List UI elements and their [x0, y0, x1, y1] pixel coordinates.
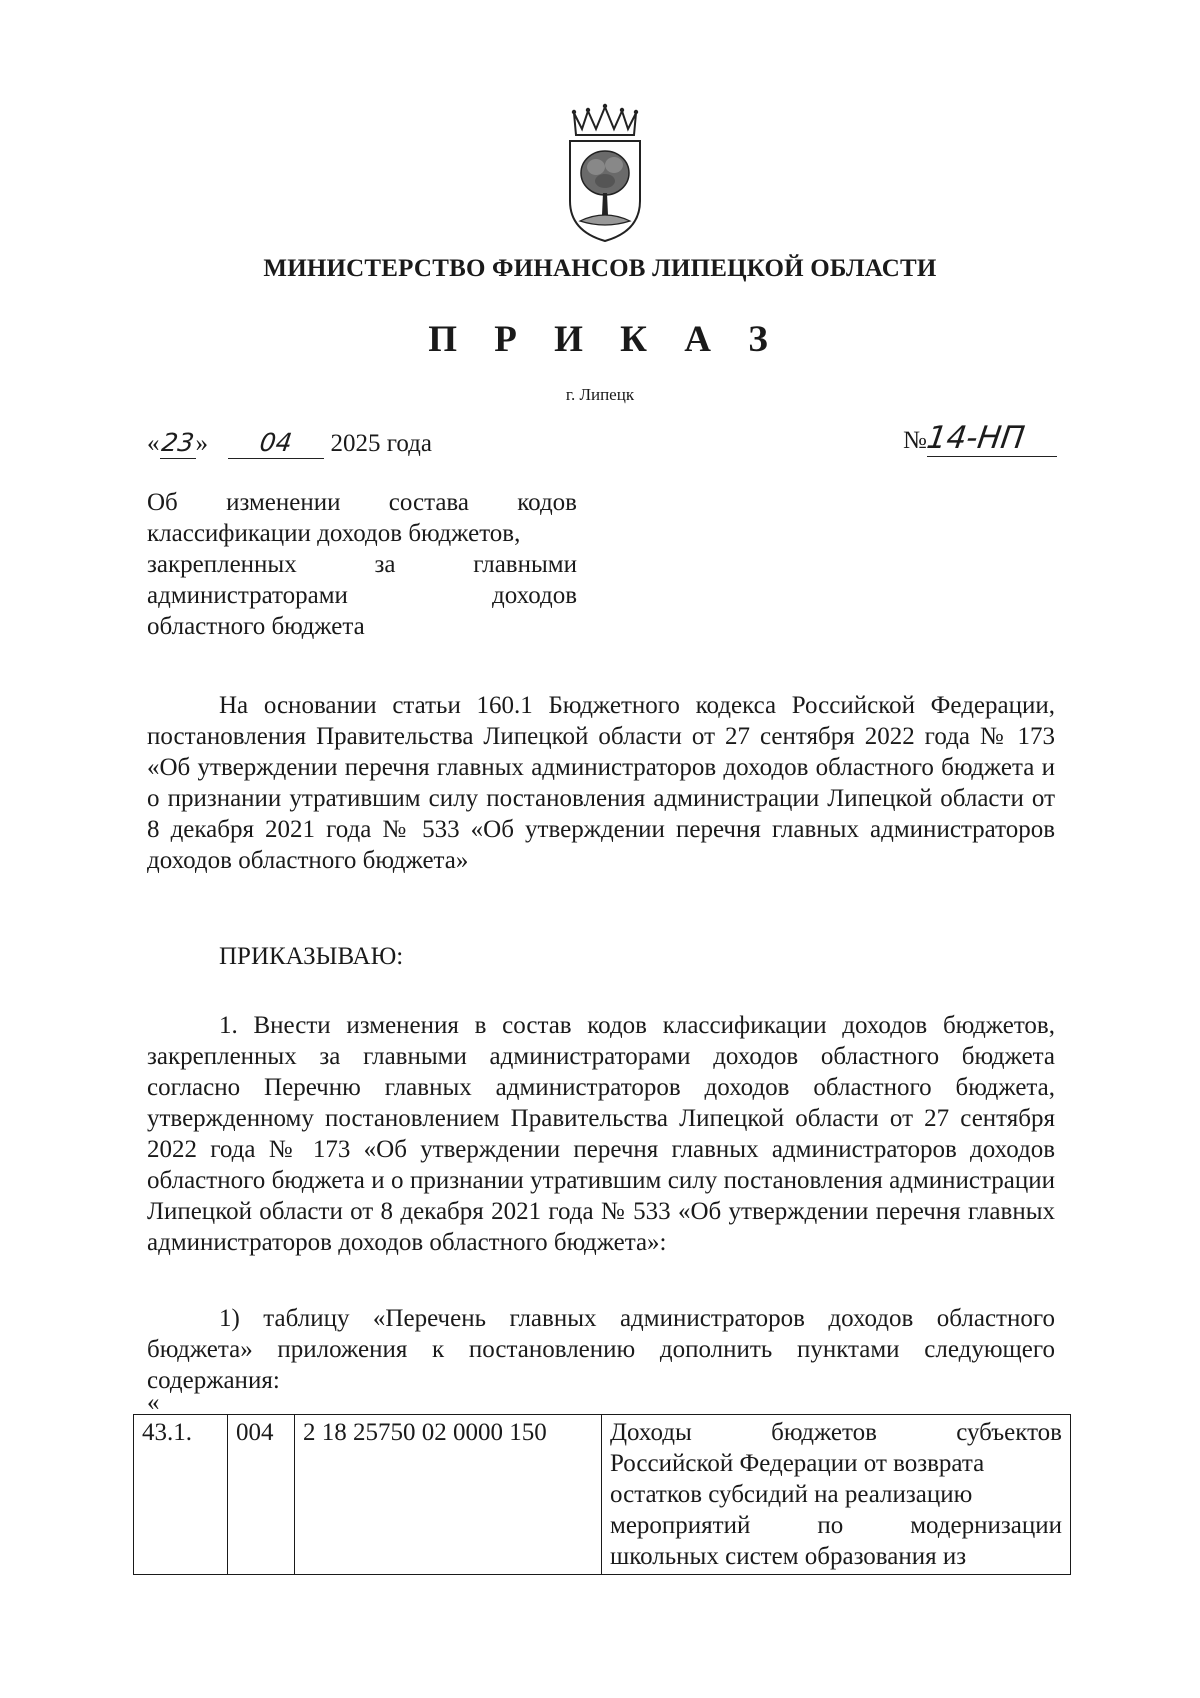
- description-line: Российской Федерации от возврата: [610, 1450, 985, 1477]
- date-open-quote: «: [147, 430, 160, 457]
- date-line: [147, 428, 432, 459]
- number-value-handwritten: 14-НП: [924, 420, 1027, 456]
- subject-line: классификации доходов бюджетов,: [147, 520, 521, 547]
- subject-line: областного бюджета: [147, 613, 365, 640]
- revenue-codes-table: [133, 1414, 1071, 1575]
- date-day: [160, 428, 196, 459]
- subject-line: закрепленных за главными: [147, 551, 577, 578]
- order-directive: ПРИКАЗЫВАЮ:: [219, 943, 404, 970]
- description-cell: [602, 1415, 1071, 1575]
- order-number: [903, 420, 1057, 457]
- table-row: [134, 1415, 1071, 1575]
- item-1-paragraph: 1. Внести изменения в состав кодов классификации доходов бюджетов, закрепленных за главными администраторами доходов областного бюджета согласно Перечню главных администраторов доходов областного бюджета, утвержденному постановлением Правительства Липецкой области от 27 сентября 2022 года № 173 «Об утверждении перечня главных администраторов доходов областного бюджета и о признании утратившим силу постановления администрации Липецкой области от 8 декабря 2021 года № 533 «Об утверждении перечня главных администраторов доходов областного бюджета»:: [147, 1012, 1055, 1256]
- description-line: мероприятий по модернизации: [610, 1512, 1062, 1539]
- date-day-handwritten: 23: [159, 428, 196, 457]
- description-line: школьных систем образования из: [610, 1543, 967, 1570]
- subitem-1-paragraph: 1) таблицу «Перечень главных администраторов доходов областного бюджета» приложения к постановлению дополнить пунктами следующего содержания:: [147, 1305, 1055, 1394]
- subject-line: администраторами доходов: [147, 582, 577, 609]
- number-prefix: №: [903, 427, 927, 454]
- date-close-quote: »: [195, 430, 208, 457]
- coat-of-arms-emblem: [562, 103, 648, 245]
- row-number-cell: 43.1.: [134, 1415, 228, 1575]
- order-subject: [147, 487, 577, 642]
- table-open-quote: «: [147, 1389, 160, 1416]
- description-line: Доходы бюджетов субъектов: [610, 1419, 1062, 1446]
- subject-line: Об изменении состава кодов: [147, 489, 577, 516]
- date-month: [228, 428, 324, 459]
- preamble-paragraph: На основании статьи 160.1 Бюджетного кодекса Российской Федерации, постановления Правительства Липецкой области от 27 сентября 2022 года № 173 «Об утверждении перечня главных администраторов доходов областного бюджета и о признании утратившим силу постановления администрации Липецкой области от 8 декабря 2021 года № 533 «Об утверждении перечня главных администраторов доходов областного бюджета»: [147, 692, 1055, 874]
- date-year: 2025 года: [330, 430, 432, 457]
- number-value: [924, 420, 1057, 457]
- description-line: остатков субсидий на реализацию: [610, 1481, 973, 1508]
- date-month-handwritten: 04: [258, 428, 295, 457]
- city-line: г. Липецк: [565, 385, 635, 404]
- revenue-code-cell: 2 18 25750 02 0000 150: [295, 1415, 602, 1575]
- admin-code-cell: 004: [228, 1415, 295, 1575]
- document-type-title: П Р И К А З: [428, 319, 782, 360]
- ministry-name: МИНИСТЕРСТВО ФИНАНСОВ ЛИПЕЦКОЙ ОБЛАСТИ: [263, 255, 937, 282]
